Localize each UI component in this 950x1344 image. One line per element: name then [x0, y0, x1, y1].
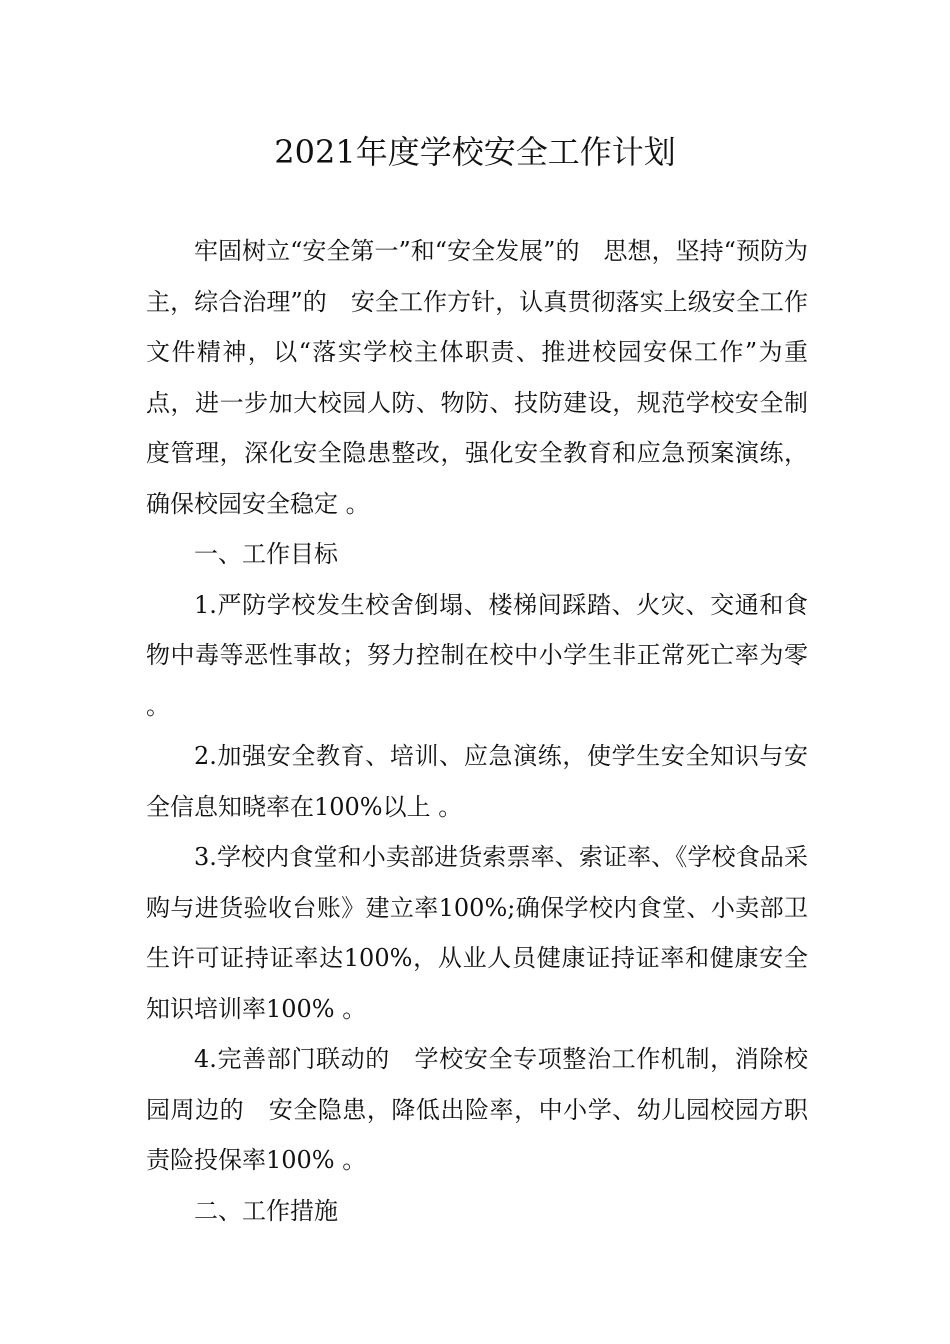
goal-item-4: 4.完善部门联动的 学校安全专项整治工作机制，消除校园周边的 安全隐患，降低出险率，中小学、幼儿园校园方职责险投保率100% 。: [146, 1045, 808, 1174]
intro-paragraph: 牢固树立“安全第一”和“安全发展”的 思想，坚持“预防为主，综合治理”的 安全工作方针，认真贯彻落实上级安全工作文件精神，以“落实学校主体职责、推进校园安保工作”为重点，进一步加大校园人防、物防、技防建设，规范学校安全制度管理，深化安全隐患整改，强化安全教育和应急预案演练，确保校园安全稳定 。: [146, 237, 808, 518]
document-body: [146, 226, 808, 1236]
goal-item-1: 1.严防学校发生校舍倒塌、楼梯间踩踏、火灾、交通和食物中毒等恶性事故；努力控制在校中小学生非正常死亡率为零 。: [146, 590, 808, 720]
section-heading-goals: 一、工作目标: [194, 540, 338, 568]
section-heading-measures: 二、工作措施: [194, 1196, 338, 1225]
goal-item-3: 3.学校内食堂和小卖部进货索票率、索证率、《学校食品采购与进货验收台账》建立率100%;确保学校内食堂、小卖部卫生许可证持证率达100%，从业人员健康证持证率和健康安全知识培训率100% 。: [146, 843, 808, 1023]
document-title: 2021年度学校安全工作计划: [274, 133, 676, 171]
goal-item-2: 2.加强安全教育、培训、应急演练，使学生安全知识与安全信息知晓率在100%以上 。: [146, 742, 808, 821]
